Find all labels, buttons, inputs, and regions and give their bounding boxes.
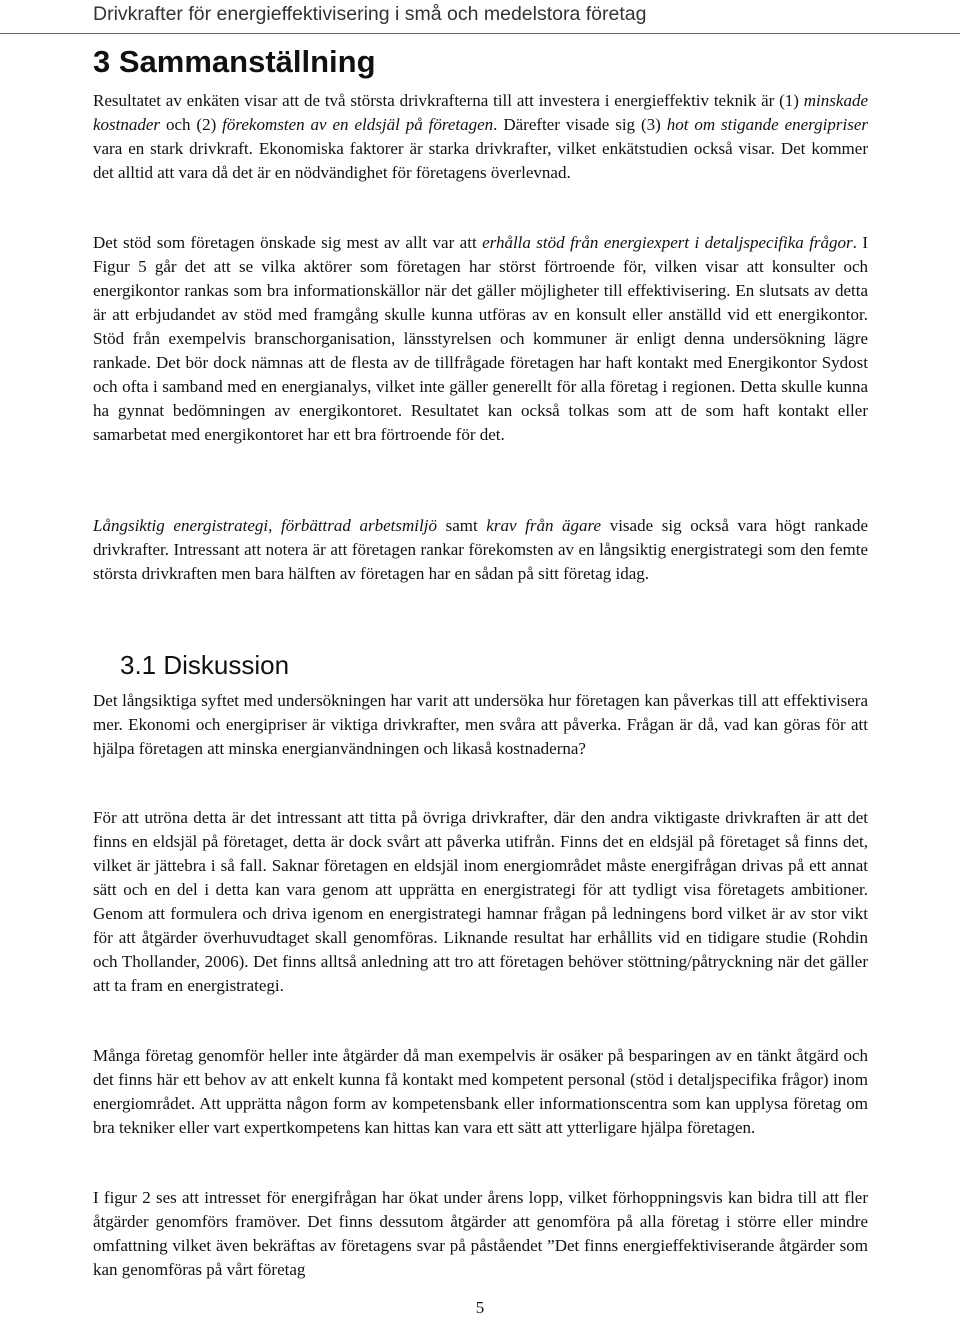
text-run: . I Figur 5 går det att se vilka aktörer som företagen har störst förtroende för, vilken visar att konsulter och energikontor rankas som bra informationskällor när det gäller möjligheter till effektivisering. En slutsats av detta är att erbjudandet av stöd med framgång skulle kunna utföras av en konsult eller anställd vid ett energikontor. Stöd från exempelvis branschorganisation, länsstyrelsen och kommuner är enligt denna undersökning lägre rankade. Det bör dock nämnas att de flesta av de tillfrågade företagen har haft kontakt med Energikontor Sydost och ofta i samband med en energianalys, vilket inte gäller generellt för alla företag i regionen. Detta skulle kunna ha gynnat bedömningen av energikontoret. Resultatet kan också tolkas som att de som haft kontakt eller samarbetat med energikontoret har ett bra förtroende för det. [93, 233, 868, 444]
discussion-paragraph-1: Det långsiktiga syftet med undersökningen har varit att undersöka hur företagen kan påverkas till att effektivisera mer. Ekonomi och energipriser är viktiga drivkrafter, men svåra att påverka. Frågan är då, vad kan göras för att hjälpa företagen att minska energianvändningen och likaså kostnaderna? [93, 691, 868, 758]
summary-paragraph-3 [93, 514, 868, 586]
text-run: och (2) [160, 115, 223, 134]
emphasis: hot om stigande energipriser [666, 115, 868, 134]
emphasis: förekomsten av en eldsjäl på företagen [222, 115, 494, 134]
summary-paragraph-1 [93, 89, 868, 185]
text-run: vara en stark drivkraft. Ekonomiska faktorer är starka drivkrafter, vilket enkätstudien också visar. Det kommer det alltid att vara då det är en nödvändighet för företagens överlevnad. [93, 139, 868, 182]
discussion-paragraph-3: Många företag genomför heller inte åtgärder då man exempelvis är osäker på besparingen av en tänkt åtgärd och det finns här ett behov av att enkelt kunna få kontakt med kompetent personal (stöd i detaljspecifika frågor) inom energiområdet. Att upprätta någon form av kompetensbank eller informationscentra som kan upplysa företag om bra tekniker eller vart expertkompetens kan hittas kan vara ett sätt att ytterligare hjälpa företagen. [93, 1046, 868, 1137]
emphasis: minskade kostnader [93, 91, 868, 134]
text-run: Det stöd som företagen önskade sig mest av allt var att [93, 233, 483, 252]
text-run: . Därefter visade sig (3) [493, 115, 667, 134]
emphasis: krav från ägare [486, 516, 602, 535]
text-run: samt [436, 516, 487, 535]
emphasis: erhålla stöd från energiexpert i detaljspecifika frågor [482, 233, 853, 252]
running-header: Drivkrafter för energieffektivisering i små och medelstora företag [93, 3, 647, 25]
text-run: Resultatet av enkäten visar att de två största drivkrafterna till att investera i energieffektiv teknik är (1) [93, 91, 804, 110]
summary-paragraph-2 [93, 231, 868, 447]
subsection-heading: 3.1 Diskussion [120, 650, 290, 680]
page-number: 5 [475, 1298, 485, 1317]
discussion-paragraph-2: För att utröna detta är det intressant att titta på övriga drivkrafter, där den andra viktigaste drivkraften är att det finns en eldsjäl på företaget, detta är dock svårt att påverka utifrån. Finns det en eldsjäl på företaget så finns det, vilket är jättebra i så fall. Saknar företagen en eldsjäl inom energiområdet måste energifrågan drivas på ett annat sätt och en del i detta kan vara genom att upprätta en energistrategi för att tydligt visa företagets ambitioner. Genom att formulera och driva igenom en energistrategi hamnar frågan på ledningens bord vilket är av stor vikt för att åtgärder överhuvudtaget skall genomföras. Liknande resultat har erhållits vid en tidigare studie (Rohdin och Thollander, 2006). Det finns alltså anledning att tro att företagen behöver stöttning/påtryckning när det gäller att ta fram en energistrategi. [93, 808, 868, 995]
section-heading: 3 Sammanställning [93, 44, 376, 79]
text-run: visade sig också vara högt rankade drivkrafter. Intressant att notera är att företagen rankar förekomsten av en långsiktig energistrategi som den femte största drivkraften men bara hälften av företagen har en sådan på sitt företag idag. [93, 516, 868, 583]
header-divider [0, 33, 960, 34]
emphasis: Långsiktig energistrategi, förbättrad arbetsmiljö [93, 516, 437, 535]
discussion-paragraph-4: I figur 2 ses att intresset för energifrågan har ökat under årens lopp, vilket förhoppningsvis kan bidra till att fler åtgärder genomförs framöver. Det finns dessutom åtgärder att genomföra på alla företag i större eller mindre omfattning vilket även bekräftas av företagens svar på påståendet ”Det finns energieffektiviserande åtgärder som kan genomföras på vårt företag [93, 1188, 868, 1279]
